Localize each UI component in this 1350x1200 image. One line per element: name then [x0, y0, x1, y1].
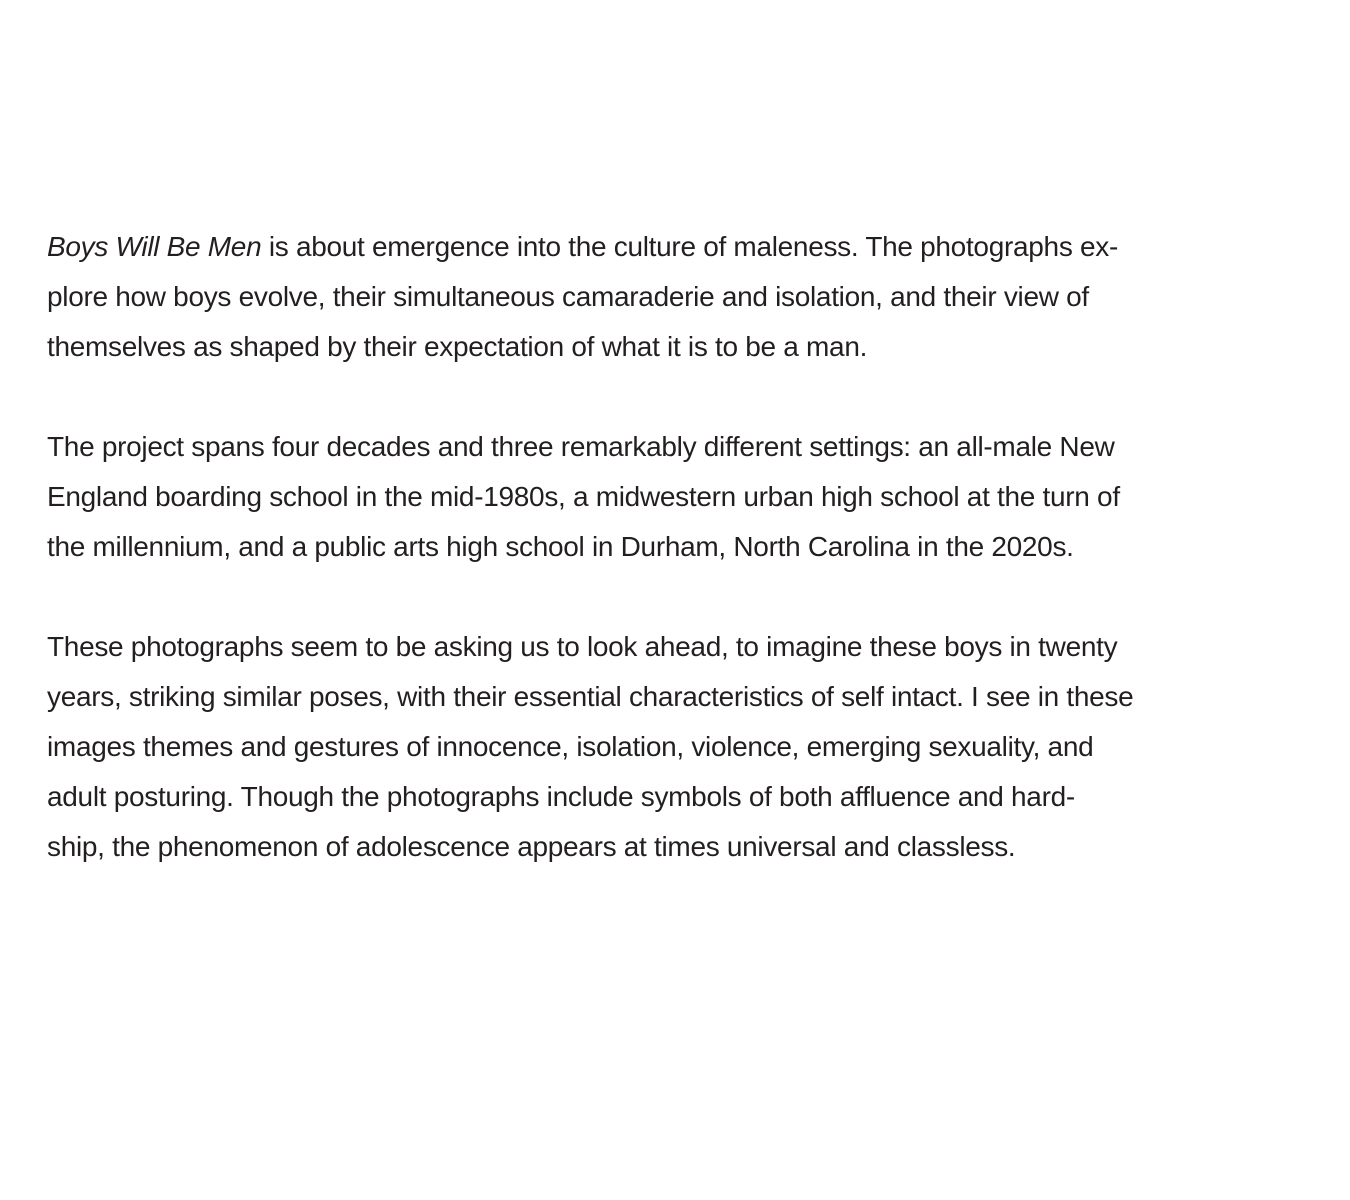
paragraph-settings: [47, 422, 1307, 572]
artist-statement: [47, 222, 1307, 922]
text-line: ship, the phenomenon of adolescence appears at times universal and classless.: [47, 831, 1016, 862]
text-line: The project spans four decades and three remarkably different settings: an all-male New: [47, 431, 1115, 462]
project-title: Boys Will Be Men: [47, 231, 262, 262]
text-line: years, striking similar poses, with their essential characteristics of self intact. I see in these: [47, 681, 1134, 712]
text-line: the millennium, and a public arts high school in Durham, North Carolina in the 2020s.: [47, 531, 1074, 562]
text-line: adult posturing. Though the photographs include symbols of both affluence and hard-: [47, 781, 1075, 812]
text-line: England boarding school in the mid-1980s, a midwestern urban high school at the turn of: [47, 481, 1120, 512]
text-line: [47, 222, 1307, 272]
text-line: images themes and gestures of innocence, isolation, violence, emerging sexuality, and: [47, 731, 1094, 762]
text-line: plore how boys evolve, their simultaneous camaraderie and isolation, and their view of: [47, 281, 1089, 312]
text-line: These photographs seem to be asking us to look ahead, to imagine these boys in twenty: [47, 631, 1118, 662]
paragraph-intro: [47, 222, 1307, 372]
text-line: themselves as shaped by their expectation of what it is to be a man.: [47, 331, 868, 362]
text-line-content: is about emergence into the culture of maleness. The photographs ex-: [261, 231, 1118, 262]
paragraph-themes: [47, 622, 1307, 872]
